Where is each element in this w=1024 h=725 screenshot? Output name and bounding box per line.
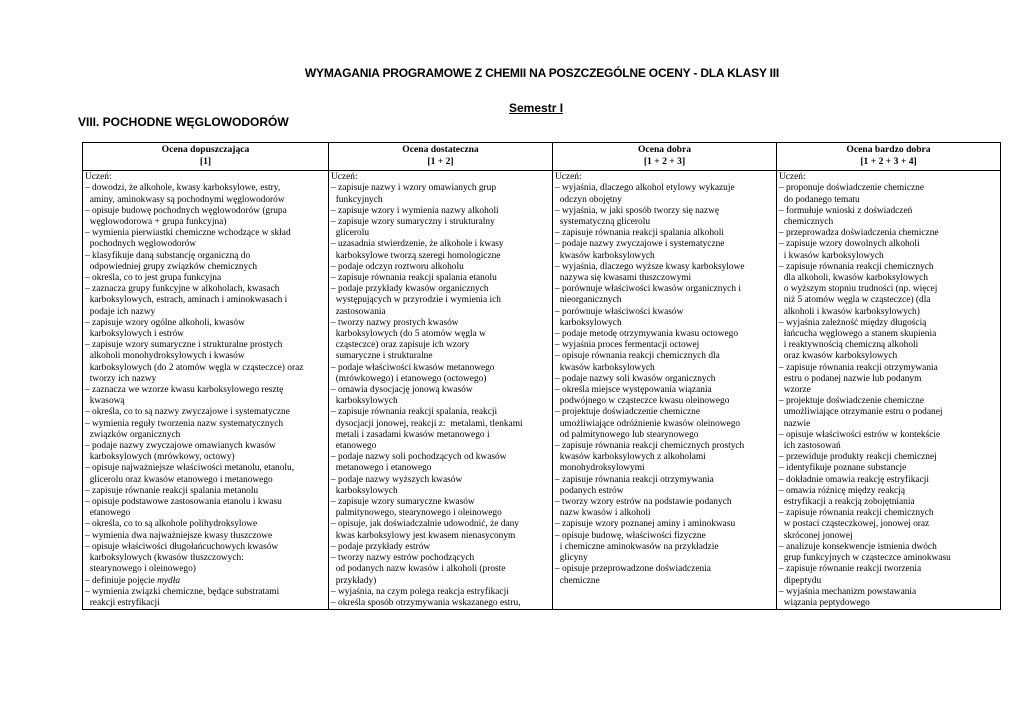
requirements-cell-dobra	[553, 171, 777, 610]
column-header-dostateczna	[329, 143, 553, 171]
requirement-item: – zapisuje równania reakcji spalania alkoholi	[555, 228, 724, 239]
requirement-item: – definiuje pojęcie mydła	[85, 575, 181, 586]
requirement-item: – przeprowadza doświadczenia chemiczne	[779, 228, 939, 239]
requirement-item: – podaje nazwy soli kwasów organicznych	[555, 373, 716, 384]
column-levels: [1 + 2 + 3]	[643, 155, 686, 167]
requirement-item: – analizuje konsekwencje istnienia dwóch grup funkcyjnych w cząsteczce aminokwasu	[779, 541, 951, 564]
requirement-item: – zapisuje równania reakcji otrzymywania podanych estrów	[555, 474, 714, 496]
requirement-item: – wyjaśnia, dlaczego alkohol etylowy wykazuje odczyn obojętny	[555, 183, 735, 205]
requirement-item: – przewiduje produkty reakcji chemicznej	[779, 452, 937, 463]
requirement-item: – zapisuje nazwy i wzory omawianych grup funkcyjnych	[331, 183, 497, 205]
requirement-item: – wymienia reguły tworzenia nazw systematycznych związków organicznych	[85, 418, 284, 440]
requirements-list	[779, 183, 998, 609]
semester-heading: Semestr I	[509, 101, 564, 115]
requirement-item: – wyjaśnia, na czym polega reakcja estryfikacji	[331, 586, 509, 597]
requirement-item: – podaje metodę otrzymywania kwasu octowego	[555, 329, 739, 340]
requirements-cell-bardzo-dobra	[777, 171, 1001, 610]
requirement-item: – zapisuje wzory poznanej aminy i aminokwasu	[555, 519, 736, 530]
requirement-item: – zapisuje równania reakcji spalania, reakcji dysocjacji jonowej, reakcji z: metalami, tlenkami metali i zasadami kwasów metanowego i etanowego	[331, 407, 523, 452]
requirement-item: – identyfikuje poznane substancje	[779, 463, 907, 474]
requirement-item: – zapisuje wzory dowolnych alkoholi i kwasów karboksylowych	[779, 239, 920, 261]
requirement-item: – zapisuje równanie reakcji tworzenia dipeptydu	[779, 564, 922, 586]
requirement-item: – proponuje doświadczenie chemiczne do podanego tematu	[779, 183, 924, 205]
column-grade: Ocena dobra	[637, 144, 692, 155]
requirement-item: – dowodzi, że alkohole, kwasy karboksylowe, estry, aminy, aminokwasy są pochodnymi węglowodorów	[85, 183, 285, 205]
requirements-cell-dopuszczajaca	[83, 171, 329, 610]
requirements-list	[555, 183, 774, 586]
requirement-item: – zapisuje równania reakcji chemicznych dla alkoholi, kwasów karboksylowych o wyższym stopniu trudności (np. więcej niż 5 atomów węgla w cząsteczce) (dla alkoholi i kwasów karboksylowych)	[779, 261, 938, 317]
requirement-item: – tworzy nazwy estrów pochodzących od podanych nazw kwasów i alkoholi (proste przykłady)	[331, 553, 506, 586]
column-levels: [1 + 2 + 3 + 4]	[860, 155, 917, 167]
requirement-item: – opisuje przeprowadzone doświadczenia chemiczne	[555, 564, 711, 586]
requirement-item: – określa sposób otrzymywania wskazanego estru,	[331, 597, 521, 608]
column-header-dopuszczajaca	[83, 143, 329, 171]
requirement-item: – opisuje, jak doświadczalnie udowodnić, że dany kwas karboksylowy jest kwasem nienasyconym	[331, 519, 519, 541]
requirement-item: – wymienia pierwiastki chemiczne wchodzące w skład pochodnych węglowodorów	[85, 228, 291, 250]
requirement-item: – określa, co to jest grupa funkcyjna	[85, 273, 222, 284]
requirement-item: – omawia dysocjację jonową kwasów karboksylowych	[331, 385, 473, 407]
requirement-item: – porównuje właściwości kwasów karboksylowych	[555, 306, 684, 328]
requirement-item: – tworzy nazwy prostych kwasów karboksylowych (do 5 atomów węgla w cząsteczce) oraz zapisuje ich wzory sumaryczne i strukturalne	[331, 317, 486, 362]
requirement-item: – podaje odczyn roztworu alkoholu	[331, 261, 464, 272]
column-header-bardzo-dobra	[777, 143, 1001, 171]
requirement-item: – zapisuje wzory i wymienia nazwy alkoholi	[331, 205, 499, 216]
section-heading: VIII. POCHODNE WĘGLOWODORÓW	[78, 115, 289, 129]
requirement-item: – wymienia związki chemiczne, będące substratami reakcji estryfikacji	[85, 586, 280, 608]
requirement-item: – zapisuje wzory sumaryczny i strukturalny glicerolu	[331, 217, 495, 239]
requirement-item: – wyjaśnia zależność między długością łańcucha węglowego a stanem skupienia i reaktywnością chemiczną alkoholi oraz kwasów karboksylowych	[779, 317, 937, 362]
requirement-item: – opisuje równania reakcji chemicznych dla kwasów karboksylowych	[555, 351, 720, 373]
requirement-item: – opisuje budowę pochodnych węglowodorów (grupa węglowodorowa + grupa funkcyjna)	[85, 205, 287, 227]
column-grade: Ocena dopuszczająca	[161, 144, 250, 155]
requirement-item: – zapisuje wzory sumaryczne i strukturalne prostych alkoholi monohydroksylowych i kwasów karboksylowych (do 2 atomów węgla w cząsteczce) oraz tworzy ich nazwy	[85, 340, 304, 384]
emphasized-term: mydła	[157, 575, 181, 586]
requirement-item: – formułuje wnioski z doświadczeń chemicznych	[779, 205, 913, 227]
requirement-item: – zapisuje równania reakcji chemicznych w postaci cząsteczkowej, jonowej oraz skróconej jonowej	[779, 508, 934, 541]
table-row	[83, 171, 1001, 610]
requirement-item: – podaje nazwy zwyczajowe omawianych kwasów karboksylowych (mrówkowy, octowy)	[85, 441, 276, 463]
requirement-item: – projektuje doświadczenie chemiczne umożliwiające odróżnienie kwasów oleinowego od palmitynowego lub stearynowego	[555, 407, 741, 440]
requirement-item: – zapisuje równania reakcji otrzymywania estru o podanej nazwie lub podanym wzorze	[779, 362, 938, 396]
requirement-item: – podaje przykłady kwasów organicznych występujących w przyrodzie i wymienia ich zastosowania	[331, 284, 501, 317]
requirement-item: – wyjaśnia mechanizm powstawania wiązania peptydowego	[779, 586, 917, 608]
student-label: Uczeń:	[555, 172, 582, 183]
column-levels: [1]	[199, 155, 212, 167]
requirements-table	[82, 142, 1001, 610]
document-title: WYMAGANIA PROGRAMOWE Z CHEMII NA POSZCZEGÓLNE OCENY - DLA KLASY III	[304, 66, 780, 80]
requirement-item: – opisuje właściwości estrów w kontekście ich zastosowań	[779, 429, 941, 452]
requirement-item: – wyjaśnia, w jaki sposób tworzy się nazwę systematyczną glicerolu	[555, 205, 720, 227]
requirement-item: – zapisuje równania reakcji spalania etanolu	[331, 273, 497, 284]
requirement-item: – zapisuje równanie reakcji spalania metanolu	[85, 485, 259, 496]
requirement-item: – podaje nazwy wyższych kwasów karboksylowych	[331, 474, 463, 496]
requirement-item: – opisuje najważniejsze właściwości metanolu, etanolu, glicerolu oraz kwasów etanowego i metanowego	[85, 463, 295, 485]
requirements-cell-dostateczna	[329, 171, 553, 610]
requirement-item: – określa, co to są nazwy zwyczajowe i systematyczne	[85, 407, 290, 418]
requirement-item: – zaznacza grupy funkcyjne w alkoholach, kwasach karboksylowych, estrach, aminach i aminokwasach i podaje ich nazwy	[85, 284, 288, 317]
requirement-item: – opisuje właściwości długołańcuchowych kwasów karboksylowych (kwasów tłuszczowych: stearynowego i oleinowego)	[85, 541, 279, 575]
requirement-item: – omawia różnicę między reakcją estryfikacji a reakcją zobojętniania	[779, 485, 915, 508]
requirement-item: – dokładnie omawia reakcję estryfikacji	[779, 474, 929, 485]
requirement-item: – porównuje właściwości kwasów organicznych i nieorganicznych	[555, 284, 741, 306]
requirement-item: – określa, co to są alkohole polihydroksylowe	[85, 519, 258, 530]
requirement-item: – zapisuje równania reakcji chemicznych prostych kwasów karboksylowych z alkoholami monohydroksylowymi	[555, 441, 745, 474]
requirements-list	[331, 183, 550, 609]
requirement-item: – podaje przykłady estrów	[331, 541, 431, 552]
column-header-dobra	[553, 143, 777, 171]
column-grade: Ocena dostateczna	[402, 144, 479, 155]
requirement-item: – zapisuje wzory ogólne alkoholi, kwasów karboksylowych i estrów	[85, 317, 245, 340]
requirement-item: – zaznacza we wzorze kwasu karboksylowego resztę kwasową	[85, 385, 284, 407]
requirement-item: – zapisuje wzory sumaryczne kwasów palmitynowego, stearynowego i oleinowego	[331, 497, 502, 519]
requirement-item: – klasyfikuje daną substancję organiczną do odpowiedniej grupy związków chemicznych	[85, 250, 258, 272]
requirement-item: – określa miejsce występowania wiązania podwójnego w cząsteczce kwasu oleinowego	[555, 385, 730, 407]
requirement-item: – podaje nazwy zwyczajowe i systematyczne kwasów karboksylowych	[555, 239, 725, 261]
requirement-item: – wymienia dwa najważniejsze kwasy tłuszczowe	[85, 530, 273, 541]
column-levels: [1 + 2]	[427, 155, 454, 167]
requirement-item: – uzasadnia stwierdzenie, że alkohole i kwasy karboksylowe tworzą szeregi homologiczne	[331, 239, 504, 261]
requirement-item: – opisuje budowę, właściwości fizyczne i chemiczne aminokwasów na przykładzie glicyny	[555, 530, 719, 564]
requirement-item: – podaje nazwy soli pochodzących od kwasów metanowego i etanowego	[331, 452, 507, 474]
requirement-item: – wyjaśnia proces fermentacji octowej	[555, 340, 700, 351]
student-label: Uczeń:	[85, 172, 112, 183]
student-label: Uczeń:	[779, 172, 806, 183]
student-label: Uczeń:	[331, 172, 358, 183]
requirement-item: – tworzy wzory estrów na podstawie podanych nazw kwasów i alkoholi	[555, 497, 732, 519]
column-grade: Ocena bardzo dobra	[846, 144, 931, 155]
requirement-item: – podaje właściwości kwasów metanowego (mrówkowego) i etanowego (octowego)	[331, 362, 495, 384]
requirement-item: – opisuje podstawowe zastosowania etanolu i kwasu etanowego	[85, 497, 282, 519]
requirement-item: – wyjaśnia, dlaczego wyższe kwasy karboksylowe nazywa się kwasami tłuszczowymi	[555, 261, 745, 284]
requirement-item: – projektuje doświadczenie chemiczne umożliwiające otrzymanie estru o podanej nazwie	[779, 396, 943, 429]
requirements-list	[85, 183, 326, 609]
table-header-row	[83, 143, 1001, 171]
